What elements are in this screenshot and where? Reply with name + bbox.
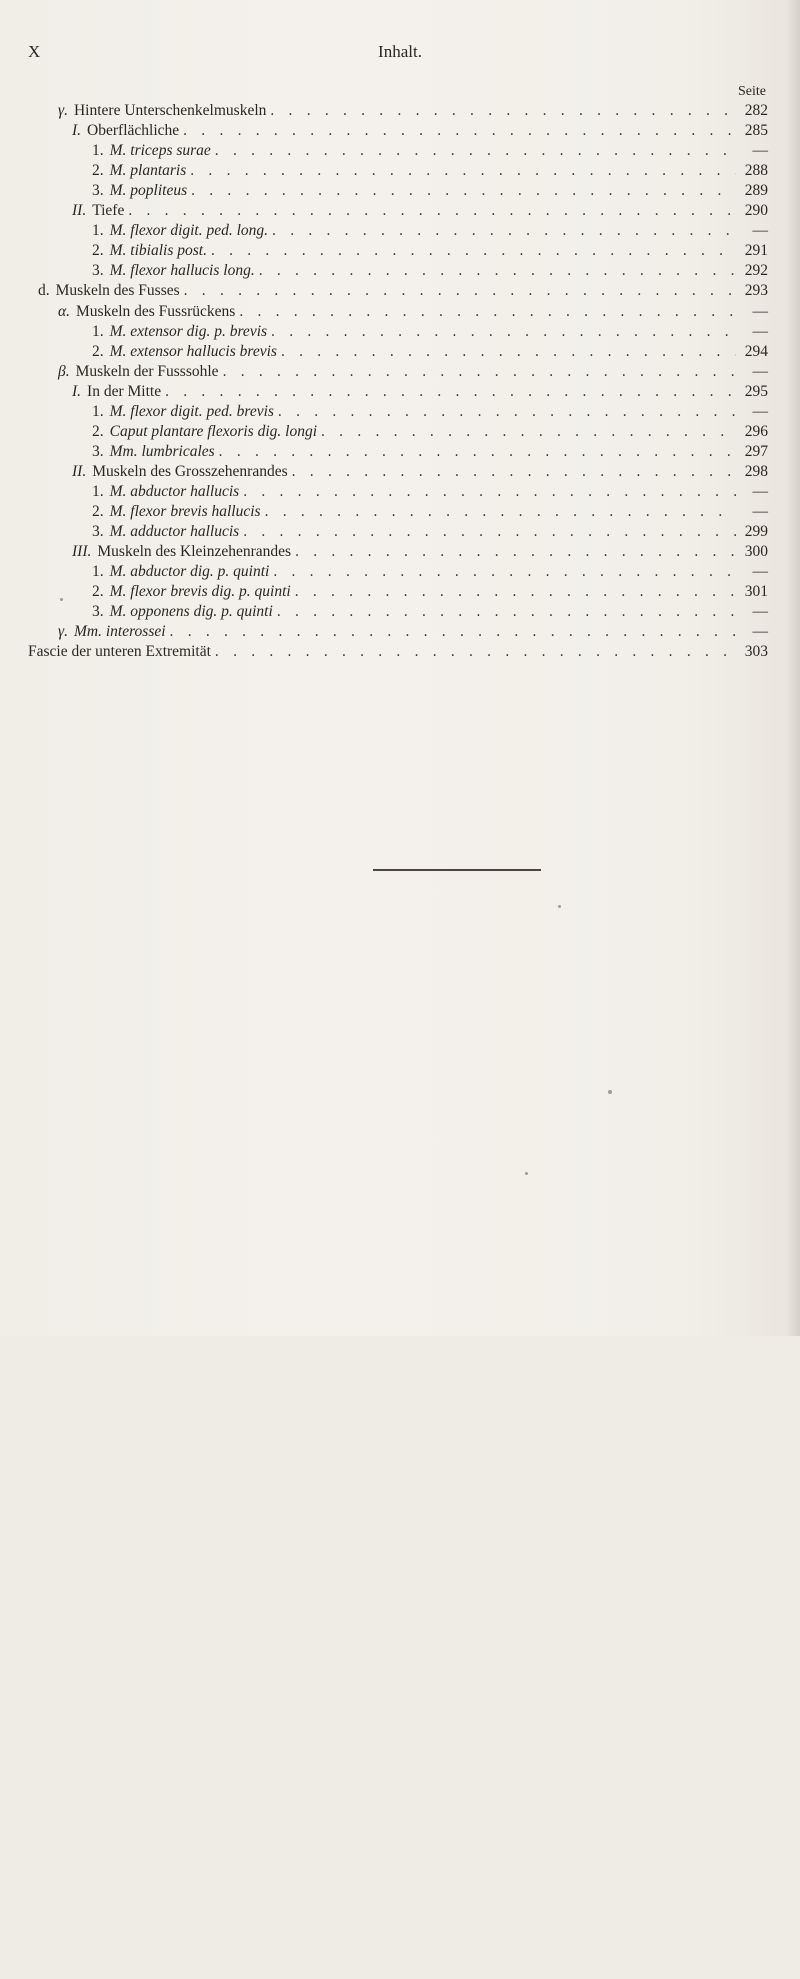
paper-speck — [558, 905, 561, 908]
dot-leader — [219, 443, 736, 461]
toc-entry-page: — — [752, 302, 768, 320]
running-title: Inhalt. — [378, 42, 422, 61]
toc-entry-number: 3. — [92, 603, 104, 621]
dot-leader — [239, 303, 736, 321]
toc-entry-title: Muskeln des Kleinzehenrandes — [97, 543, 292, 561]
toc-entry-title: Tiefe — [92, 202, 125, 220]
toc-entry-number: 3. — [92, 523, 104, 541]
dot-leader — [259, 262, 736, 280]
dot-leader — [184, 282, 736, 300]
toc-entry-page: 300 — [744, 543, 768, 561]
toc-entry-number: d. — [38, 282, 50, 300]
toc-entry — [58, 303, 768, 323]
toc-entry-page: — — [752, 142, 768, 160]
toc-entry — [38, 282, 768, 302]
toc-entry-title: M. flexor digit. ped. long. — [109, 222, 269, 240]
toc-entry-title: M. flexor digit. ped. brevis — [109, 402, 274, 420]
dot-leader — [292, 463, 736, 481]
toc-entry-page: 301 — [744, 583, 768, 601]
toc-entry — [92, 563, 768, 583]
toc-entry-page: — — [752, 402, 768, 420]
toc-entry-title: M. triceps surae — [109, 142, 211, 160]
toc-entry-title: Mm. interossei — [73, 623, 166, 641]
toc-entry — [92, 242, 768, 262]
toc-entry — [92, 182, 768, 202]
toc-entry-number: 1. — [92, 142, 104, 160]
toc-entry — [72, 122, 768, 142]
toc-entry-number: 2. — [92, 422, 104, 440]
paper-speck — [608, 1090, 612, 1094]
toc-entry-number: 1. — [92, 482, 104, 500]
toc-entry — [92, 523, 768, 543]
toc-entry-title: Muskeln des Fusses — [55, 282, 180, 300]
toc-entry — [92, 262, 768, 282]
toc-entry — [72, 463, 768, 483]
toc-entry-number: 1. — [92, 402, 104, 420]
dot-leader — [243, 483, 736, 501]
toc-entry — [92, 483, 768, 503]
toc-entry-number: III. — [72, 543, 92, 561]
toc-entry-number: β. — [58, 362, 70, 380]
toc-entry — [92, 403, 768, 423]
toc-entry-title: Oberflächliche — [87, 122, 180, 140]
toc-entry-number: 1. — [92, 563, 104, 581]
toc-entry — [92, 343, 768, 363]
toc-entry-title: M. flexor hallucis long. — [109, 262, 255, 280]
toc-entry-page: — — [752, 563, 768, 581]
dot-leader — [271, 323, 736, 341]
toc-entry-page: 291 — [744, 242, 768, 260]
toc-entry-page: 288 — [744, 162, 768, 180]
toc-entry-title: M. adductor hallucis — [109, 523, 240, 541]
page-column-heading: Seite — [738, 84, 766, 99]
toc-entry-page: — — [752, 322, 768, 340]
dot-leader — [281, 343, 736, 361]
dot-leader — [215, 142, 736, 160]
toc-entry — [92, 583, 768, 603]
toc-entry-title: M. opponens dig. p. quinti — [109, 603, 273, 621]
toc-entry-number: II. — [72, 202, 87, 220]
toc-entry-number: 2. — [92, 342, 104, 360]
toc-entry — [72, 383, 768, 403]
toc-entry — [92, 142, 768, 162]
toc-entry-title: Muskeln des Fussrückens — [76, 302, 236, 320]
toc-entry-title: M. popliteus — [109, 182, 188, 200]
toc-entry-page: 298 — [744, 462, 768, 480]
dot-leader — [321, 423, 736, 441]
toc-entry — [92, 503, 768, 523]
toc-entry-number: 3. — [92, 442, 104, 460]
dot-leader — [270, 102, 736, 120]
toc-entry-title: M. flexor brevis hallucis — [109, 503, 261, 520]
toc-entry-page: — — [752, 222, 768, 240]
toc-entry-number: 1. — [92, 222, 104, 240]
toc-entry-number: 2. — [92, 503, 104, 520]
dot-leader — [295, 543, 736, 561]
toc-entry — [92, 423, 768, 443]
toc-entry — [72, 202, 768, 222]
closing-rule — [373, 869, 541, 871]
dot-leader — [223, 363, 736, 381]
toc-entry-page: 295 — [744, 382, 768, 400]
dot-leader — [273, 563, 736, 581]
toc-entry-title: Hintere Unterschenkelmuskeln — [73, 102, 267, 119]
dot-leader — [278, 403, 736, 421]
toc-entry-page: 296 — [744, 422, 768, 440]
dot-leader — [190, 162, 736, 180]
toc-entry-title: M. abductor dig. p. quinti — [109, 563, 270, 581]
toc-entry-page: — — [752, 623, 768, 641]
toc-entry-number: 3. — [92, 182, 104, 200]
toc-entry-title: M. extensor dig. p. brevis — [109, 322, 268, 340]
toc-entry-page: 285 — [744, 122, 768, 140]
toc-entry — [58, 102, 768, 122]
dot-leader — [272, 222, 736, 240]
page-header — [0, 42, 800, 70]
toc-entry — [58, 363, 768, 383]
toc-entry-page: 293 — [744, 282, 768, 300]
toc-entry-number: II. — [72, 462, 87, 480]
dot-leader — [165, 383, 736, 401]
dot-leader — [215, 643, 736, 661]
paper-speck — [525, 1172, 528, 1175]
toc-entry-title: Fascie der unteren Extremität — [28, 643, 211, 661]
toc-entry — [28, 643, 768, 663]
dot-leader — [183, 122, 736, 140]
toc-entry-page: 299 — [744, 523, 768, 541]
toc-entry — [72, 543, 768, 563]
toc-entry — [92, 603, 768, 623]
toc-entry-page: 297 — [744, 442, 768, 460]
toc-entry-title: M. tibialis post. — [109, 242, 207, 260]
toc-entry-title: Muskeln der Fusssohle — [75, 362, 219, 380]
toc-entry — [58, 623, 768, 643]
toc-entry — [92, 323, 768, 343]
toc-entry-title: M. extensor hallucis brevis — [109, 342, 277, 360]
toc-entry-number: 3. — [92, 262, 104, 280]
page-number: X — [28, 42, 41, 61]
dot-leader — [277, 603, 736, 621]
toc-entry-number: 1. — [92, 322, 104, 340]
toc-entry — [92, 222, 768, 242]
toc-entry-page: — — [752, 503, 768, 520]
toc-entry-number: 2. — [92, 583, 104, 601]
toc-entry-page: 282 — [744, 102, 768, 119]
toc-entry-page: 294 — [744, 342, 768, 360]
toc-entry-title: M. plantaris — [109, 162, 187, 180]
toc-entry-page: — — [752, 362, 768, 380]
toc-entry-number: I. — [72, 382, 82, 400]
toc-entry-page: 289 — [744, 182, 768, 200]
toc-entry-page: — — [752, 482, 768, 500]
toc-entry-page: 290 — [744, 202, 768, 220]
dot-leader — [265, 503, 736, 521]
toc-entry-page: 303 — [744, 643, 768, 661]
toc-entry-title: Muskeln des Grosszehenrandes — [92, 462, 288, 480]
dot-leader — [211, 242, 736, 260]
dot-leader — [128, 202, 736, 220]
page-edge-shadow — [786, 0, 800, 1336]
toc-entry — [92, 443, 768, 463]
toc-entry-title: Caput plantare flexoris dig. longi — [109, 422, 318, 440]
toc-entry-number: γ. — [58, 102, 68, 119]
paper-speck — [60, 598, 63, 601]
toc-entry — [92, 162, 768, 182]
toc-entry-title: In der Mitte — [87, 382, 162, 400]
toc-entry-number: I. — [72, 122, 82, 140]
dot-leader — [170, 623, 736, 641]
toc-entry-number: α. — [58, 302, 71, 320]
toc-entry-page: — — [752, 603, 768, 621]
toc-entry-title: M. abductor hallucis — [109, 482, 240, 500]
toc-entry-page: 292 — [744, 262, 768, 280]
toc-entry-number: 2. — [92, 162, 104, 180]
toc-entry-title: Mm. lumbricales — [109, 442, 215, 460]
toc-entry-title: M. flexor brevis dig. p. quinti — [109, 583, 291, 601]
toc-entry-number: 2. — [92, 242, 104, 260]
toc-entry-number: γ. — [58, 623, 68, 641]
dot-leader — [295, 583, 736, 601]
dot-leader — [243, 523, 736, 541]
dot-leader — [191, 182, 736, 200]
